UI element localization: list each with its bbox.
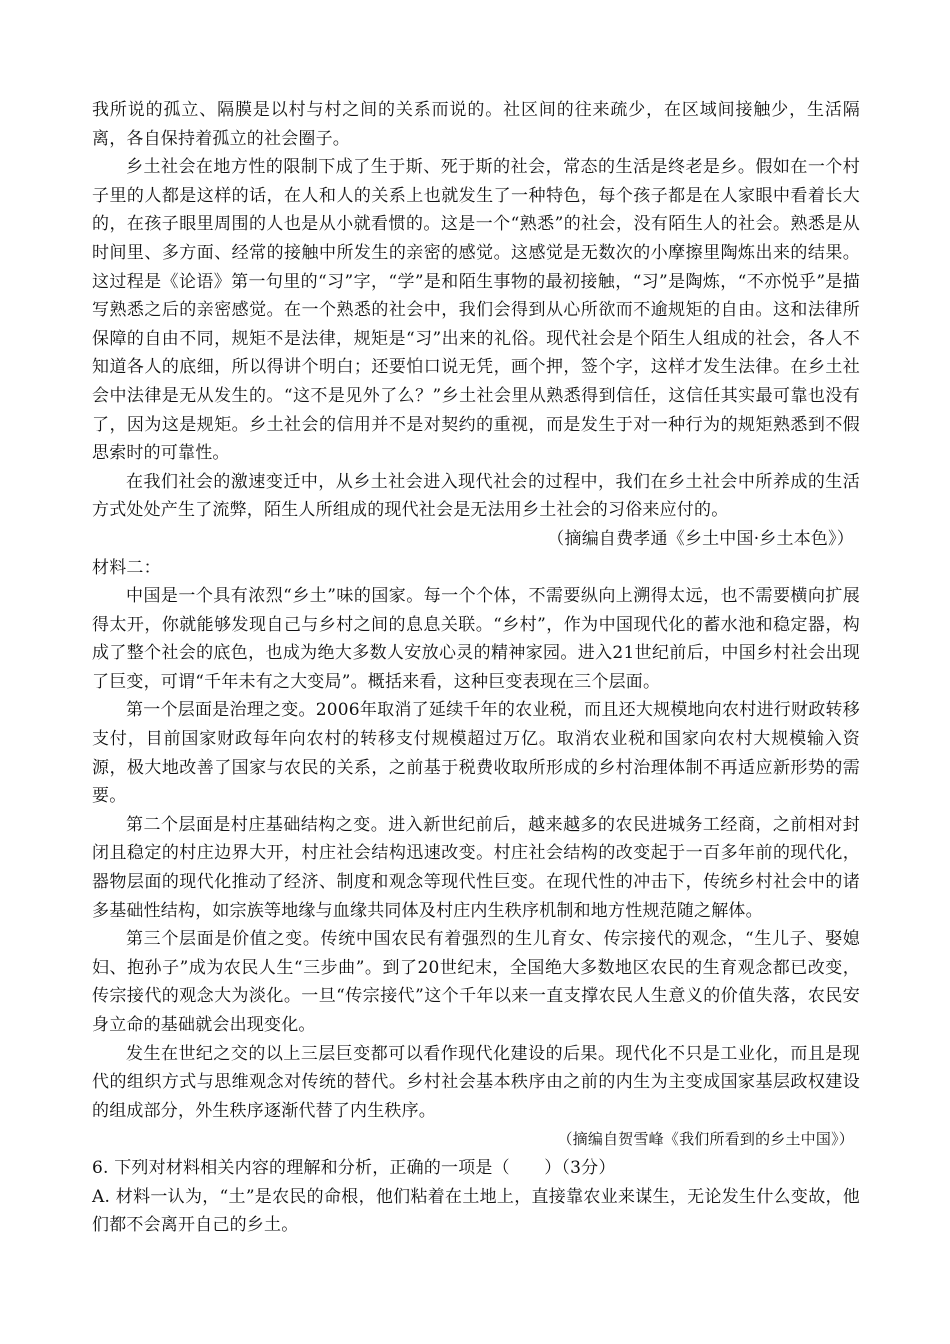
document-page [92, 96, 860, 1240]
question-option-a: A. 材料一认为，“土”是农民的命根，他们粘着在土地上，直接靠农业来谋生，无论发生什么变故，他们都不会离开自己的乡土。 [92, 1186, 860, 1236]
material2-paragraph: 第二个层面是村庄基础结构之变。进入新世纪前后，越来越多的农民进城务工经商，之前相对封闭且稳定的村庄边界大开，村庄社会结构迅速改变。村庄社会结构的改变起于一百多年前的现代化，器物层面的现代化推动了经济、制度和观念等现代性巨变。在现代性的冲击下，传统乡村社会中的诸多基础性结构，如宗族等地缘与血缘共同体及村庄内生秩序机制和地方性规范随之解体。 [92, 814, 860, 921]
material2-source: （摘编自贺雪峰《我们所看到的乡土中国》） [557, 1130, 854, 1149]
material2-paragraph: 第三个层面是价值之变。传统中国农民有着强烈的生儿育女、传宗接代的观念，“生儿子、娶媳妇、抱孙子”成为农民人生“三步曲”。到了20世纪末，全国绝大多数地区农民的生育观念都已改变，传宗接代的观念大为淡化。一旦“传宗接代”这个千年以来一直支撑农民人生意义的价值失落，农民安身立命的基础就会出现变化。 [92, 929, 860, 1035]
question-stem: 6. 下列对材料相关内容的理解和分析，正确的一项是（ ）（3分） [92, 1157, 616, 1178]
material2-paragraph: 发生在世纪之交的以上三层巨变都可以看作现代化建设的后果。现代化不只是工业化，而且是现代的组织方式与思维观念对传统的替代。乡村社会基本秩序由之前的内生为主变成国家基层政权建设的组成部分，外生秩序逐渐代替了内生秩序。 [92, 1043, 860, 1121]
material2-label: 材料二： [92, 557, 161, 578]
material2-paragraph: 中国是一个具有浓烈“乡土”味的国家。每一个个体，不需要纵向上溯得太远，也不需要横向扩展得太开，你就能够发现自己与乡村之间的息息关联。“乡村”，作为中国现代化的蓄水池和稳定器，构成了整个社会的底色，也成为绝大多数人安放心灵的精神家园。进入21世纪前后，中国乡村社会出现了巨变，可谓“千年未有之大变局”。概括来看，这种巨变表现在三个层面。 [92, 586, 860, 692]
material1-paragraph: 乡土社会在地方性的限制下成了生于斯、死于斯的社会，常态的生活是终老是乡。假如在一个村子里的人都是这样的话，在人和人的关系上也就发生了一种特色，每个孩子都是在人家眼中看着长大的，在孩子眼里周围的人也是从小就看惯的。这是一个“熟悉”的社会，没有陌生人的社会。熟悉是从时间里、多方面、经常的接触中所发生的亲密的感觉。这感觉是无数次的小摩擦里陶炼出来的结果。这过程是《论语》第一句里的“习”字，“学”是和陌生事物的最初接触，“习”是陶炼，“不亦悦乎”是描写熟悉之后的亲密感觉。在一个熟悉的社会中，我们会得到从心所欲而不逾规矩的自由。这和法律所保障的自由不同，规矩不是法律，规矩是“习”出来的礼俗。现代社会是个陌生人组成的社会，各人不知道各人的底细，所以得讲个明白；还要怕口说无凭，画个押，签个字，这样才发生法律。在乡土社会中法律是无从发生的。“这不是见外了么？”乡土社会里从熟悉得到信任，这信任其实最可靠也没有了，因为这是规矩。乡土社会的信用并不是对契约的重视，而是发生于对一种行为的规矩熟悉到不假思索时的可靠性。 [92, 157, 860, 464]
material1-source: （摘编自费孝通《乡土中国·乡土本色》） [547, 528, 854, 549]
material2-paragraph: 第一个层面是治理之变。2006年取消了延续千年的农业税，而且还大规模地向农村进行财政转移支付，目前国家财政每年向农村的转移支付规模超过万亿。取消农业税和国家向农村大规模输入资源，极大地改善了国家与农民的关系，之前基于税费收取所形成的乡村治理体制不再适应新形势的需要。 [92, 700, 860, 807]
material1-paragraph: 在我们社会的激速变迁中，从乡土社会进入现代社会的过程中，我们在乡土社会中所养成的生活方式处处产生了流弊，陌生人所组成的现代社会是无法用乡土社会的习俗来应付的。 [92, 471, 860, 521]
material1-paragraph: 我所说的孤立、隔膜是以村与村之间的关系而说的。社区间的往来疏少，在区域间接触少，生活隔离，各自保持着孤立的社会圈子。 [92, 100, 860, 149]
